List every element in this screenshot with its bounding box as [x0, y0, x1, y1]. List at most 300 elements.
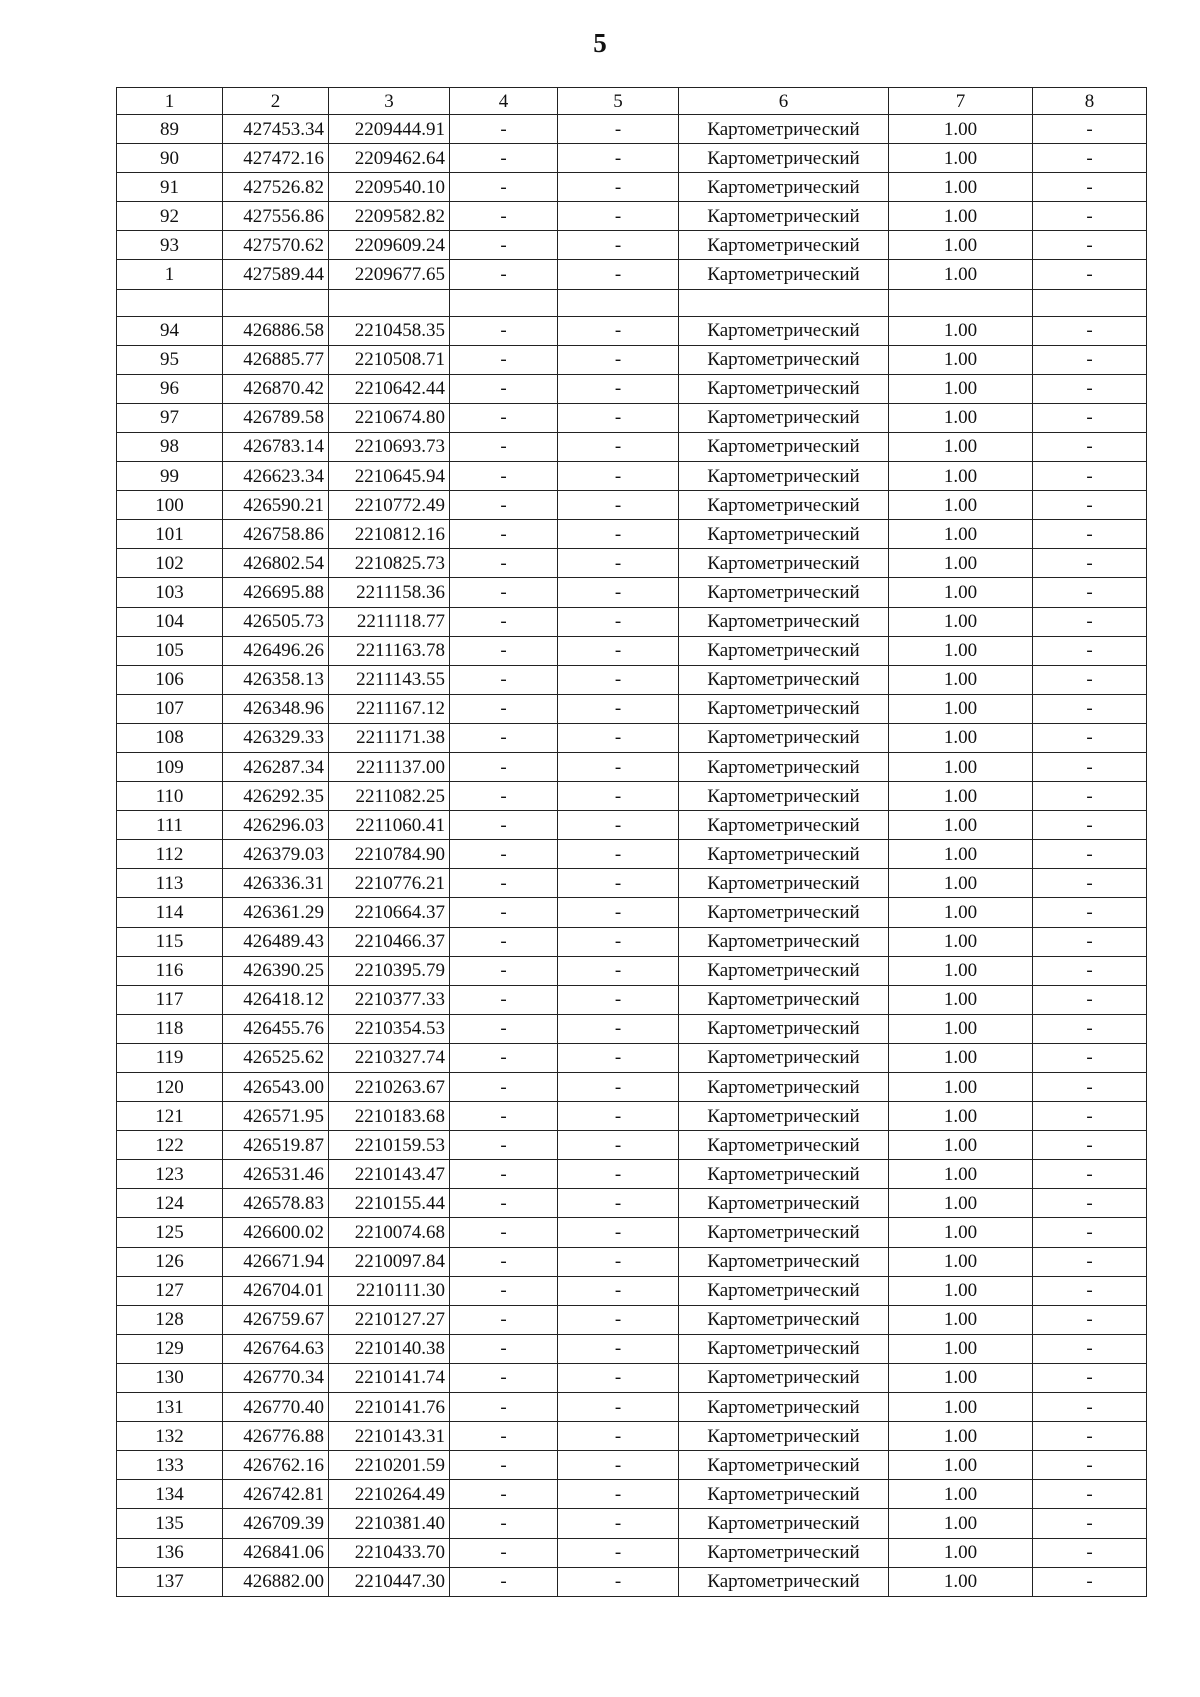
method-cell: Картометрический — [679, 1247, 889, 1276]
column-5-cell: - — [558, 144, 679, 173]
method-cell: Картометрический — [679, 723, 889, 752]
point-number-cell: 98 — [117, 432, 223, 461]
y-coordinate-cell: 2209462.64 — [329, 144, 450, 173]
accuracy-cell: 1.00 — [889, 1014, 1033, 1043]
column-5-cell: - — [558, 1538, 679, 1567]
table-row — [117, 289, 1147, 316]
column-8-cell: - — [1033, 491, 1147, 520]
column-4-cell: - — [450, 115, 558, 144]
method-cell: Картометрический — [679, 811, 889, 840]
column-8-cell: - — [1033, 115, 1147, 144]
y-coordinate-cell: 2210327.74 — [329, 1043, 450, 1072]
table-row — [117, 1160, 1147, 1189]
y-coordinate-cell: 2209540.10 — [329, 173, 450, 202]
column-4-cell: - — [450, 1189, 558, 1218]
column-5-cell: - — [558, 752, 679, 781]
column-4-cell: - — [450, 1073, 558, 1102]
accuracy-cell: 1.00 — [889, 752, 1033, 781]
column-5-cell: - — [558, 956, 679, 985]
method-cell: Картометрический — [679, 1073, 889, 1102]
column-4-cell — [450, 289, 558, 316]
point-number-cell: 130 — [117, 1363, 223, 1392]
y-coordinate-cell: 2211143.55 — [329, 665, 450, 694]
y-coordinate-cell: 2210776.21 — [329, 869, 450, 898]
column-8-cell: - — [1033, 956, 1147, 985]
column-5-cell — [558, 289, 679, 316]
column-8-cell: - — [1033, 1073, 1147, 1102]
y-coordinate-cell: 2210141.74 — [329, 1363, 450, 1392]
column-8-cell: - — [1033, 260, 1147, 289]
point-number-cell: 127 — [117, 1276, 223, 1305]
column-8-cell: - — [1033, 578, 1147, 607]
x-coordinate-cell: 426789.58 — [223, 403, 329, 432]
column-header: 3 — [329, 88, 450, 115]
column-8-cell: - — [1033, 636, 1147, 665]
column-4-cell: - — [450, 1102, 558, 1131]
table-row — [117, 345, 1147, 374]
column-4-cell: - — [450, 1538, 558, 1567]
method-cell: Картометрический — [679, 1509, 889, 1538]
y-coordinate-cell: 2209677.65 — [329, 260, 450, 289]
column-4-cell: - — [450, 1480, 558, 1509]
point-number-cell: 131 — [117, 1393, 223, 1422]
x-coordinate-cell: 426783.14 — [223, 432, 329, 461]
column-8-cell: - — [1033, 898, 1147, 927]
x-coordinate-cell: 426578.83 — [223, 1189, 329, 1218]
accuracy-cell: 1.00 — [889, 202, 1033, 231]
column-5-cell: - — [558, 115, 679, 144]
column-8-cell: - — [1033, 1305, 1147, 1334]
column-4-cell: - — [450, 144, 558, 173]
column-5-cell: - — [558, 491, 679, 520]
method-cell: Картометрический — [679, 144, 889, 173]
column-4-cell: - — [450, 173, 558, 202]
x-coordinate-cell: 427453.34 — [223, 115, 329, 144]
point-number-cell: 129 — [117, 1334, 223, 1363]
column-5-cell: - — [558, 1218, 679, 1247]
accuracy-cell: 1.00 — [889, 403, 1033, 432]
column-8-cell: - — [1033, 723, 1147, 752]
table-header-row — [117, 88, 1147, 115]
column-header: 7 — [889, 88, 1033, 115]
column-5-cell: - — [558, 1043, 679, 1072]
column-8-cell: - — [1033, 316, 1147, 345]
column-4-cell: - — [450, 1014, 558, 1043]
y-coordinate-cell: 2210074.68 — [329, 1218, 450, 1247]
table-row — [117, 374, 1147, 403]
point-number-cell: 101 — [117, 520, 223, 549]
column-8-cell: - — [1033, 202, 1147, 231]
column-8-cell: - — [1033, 1247, 1147, 1276]
x-coordinate-cell: 426287.34 — [223, 752, 329, 781]
column-4-cell: - — [450, 1305, 558, 1334]
y-coordinate-cell: 2211082.25 — [329, 782, 450, 811]
point-number-cell: 95 — [117, 345, 223, 374]
table-row — [117, 694, 1147, 723]
x-coordinate-cell: 426336.31 — [223, 869, 329, 898]
column-5-cell: - — [558, 1014, 679, 1043]
table-row — [117, 782, 1147, 811]
y-coordinate-cell: 2209609.24 — [329, 231, 450, 260]
point-number-cell: 122 — [117, 1131, 223, 1160]
column-8-cell: - — [1033, 694, 1147, 723]
point-number-cell: 105 — [117, 636, 223, 665]
column-4-cell: - — [450, 345, 558, 374]
table-row — [117, 1422, 1147, 1451]
point-number-cell: 91 — [117, 173, 223, 202]
column-4-cell: - — [450, 1393, 558, 1422]
column-8-cell: - — [1033, 144, 1147, 173]
table-row — [117, 202, 1147, 231]
x-coordinate-cell: 426841.06 — [223, 1538, 329, 1567]
accuracy-cell: 1.00 — [889, 1538, 1033, 1567]
x-coordinate-cell: 427589.44 — [223, 260, 329, 289]
table-row — [117, 636, 1147, 665]
y-coordinate-cell: 2210381.40 — [329, 1509, 450, 1538]
y-coordinate-cell: 2211171.38 — [329, 723, 450, 752]
column-4-cell: - — [450, 782, 558, 811]
method-cell: Картометрический — [679, 1160, 889, 1189]
x-coordinate-cell: 426885.77 — [223, 345, 329, 374]
accuracy-cell: 1.00 — [889, 173, 1033, 202]
method-cell: Картометрический — [679, 462, 889, 491]
table-row — [117, 115, 1147, 144]
column-5-cell: - — [558, 1422, 679, 1451]
column-4-cell: - — [450, 403, 558, 432]
column-4-cell: - — [450, 752, 558, 781]
table-row — [117, 173, 1147, 202]
table-row — [117, 316, 1147, 345]
column-8-cell: - — [1033, 927, 1147, 956]
table-row — [117, 1218, 1147, 1247]
column-5-cell: - — [558, 1160, 679, 1189]
column-8-cell: - — [1033, 345, 1147, 374]
column-header: 2 — [223, 88, 329, 115]
column-8-cell: - — [1033, 811, 1147, 840]
column-5-cell: - — [558, 432, 679, 461]
column-5-cell: - — [558, 202, 679, 231]
accuracy-cell: 1.00 — [889, 1102, 1033, 1131]
accuracy-cell: 1.00 — [889, 869, 1033, 898]
x-coordinate-cell — [223, 289, 329, 316]
accuracy-cell: 1.00 — [889, 811, 1033, 840]
x-coordinate-cell: 426329.33 — [223, 723, 329, 752]
x-coordinate-cell: 426496.26 — [223, 636, 329, 665]
accuracy-cell: 1.00 — [889, 1393, 1033, 1422]
x-coordinate-cell: 426695.88 — [223, 578, 329, 607]
method-cell: Картометрический — [679, 316, 889, 345]
accuracy-cell: 1.00 — [889, 607, 1033, 636]
accuracy-cell: 1.00 — [889, 1422, 1033, 1451]
column-8-cell: - — [1033, 840, 1147, 869]
y-coordinate-cell: 2210097.84 — [329, 1247, 450, 1276]
column-8-cell: - — [1033, 1567, 1147, 1596]
column-8-cell: - — [1033, 1451, 1147, 1480]
point-number-cell: 108 — [117, 723, 223, 752]
column-4-cell: - — [450, 985, 558, 1014]
y-coordinate-cell: 2210395.79 — [329, 956, 450, 985]
accuracy-cell: 1.00 — [889, 1247, 1033, 1276]
x-coordinate-cell: 426704.01 — [223, 1276, 329, 1305]
table-row — [117, 432, 1147, 461]
method-cell: Картометрический — [679, 607, 889, 636]
column-4-cell: - — [450, 723, 558, 752]
column-8-cell: - — [1033, 1334, 1147, 1363]
x-coordinate-cell: 427570.62 — [223, 231, 329, 260]
column-5-cell: - — [558, 345, 679, 374]
x-coordinate-cell: 426390.25 — [223, 956, 329, 985]
column-8-cell: - — [1033, 985, 1147, 1014]
y-coordinate-cell: 2211167.12 — [329, 694, 450, 723]
column-8-cell: - — [1033, 462, 1147, 491]
x-coordinate-cell: 426525.62 — [223, 1043, 329, 1072]
x-coordinate-cell: 426296.03 — [223, 811, 329, 840]
column-8-cell: - — [1033, 752, 1147, 781]
accuracy-cell: 1.00 — [889, 374, 1033, 403]
accuracy-cell: 1.00 — [889, 1334, 1033, 1363]
column-header: 4 — [450, 88, 558, 115]
column-8-cell: - — [1033, 1131, 1147, 1160]
column-5-cell: - — [558, 578, 679, 607]
accuracy-cell: 1.00 — [889, 231, 1033, 260]
table-row — [117, 1363, 1147, 1392]
point-number-cell: 103 — [117, 578, 223, 607]
y-coordinate-cell: 2210201.59 — [329, 1451, 450, 1480]
x-coordinate-cell: 426348.96 — [223, 694, 329, 723]
y-coordinate-cell: 2210143.47 — [329, 1160, 450, 1189]
column-header: 1 — [117, 88, 223, 115]
table-row — [117, 927, 1147, 956]
y-coordinate-cell: 2210458.35 — [329, 316, 450, 345]
table-row — [117, 144, 1147, 173]
column-8-cell: - — [1033, 520, 1147, 549]
y-coordinate-cell: 2211060.41 — [329, 811, 450, 840]
accuracy-cell: 1.00 — [889, 1073, 1033, 1102]
point-number-cell: 89 — [117, 115, 223, 144]
point-number-cell: 116 — [117, 956, 223, 985]
x-coordinate-cell: 426886.58 — [223, 316, 329, 345]
x-coordinate-cell: 426764.63 — [223, 1334, 329, 1363]
column-5-cell: - — [558, 374, 679, 403]
column-5-cell: - — [558, 723, 679, 752]
column-8-cell — [1033, 289, 1147, 316]
accuracy-cell: 1.00 — [889, 694, 1033, 723]
column-4-cell: - — [450, 665, 558, 694]
point-number-cell: 126 — [117, 1247, 223, 1276]
column-4-cell: - — [450, 1567, 558, 1596]
method-cell: Картометрический — [679, 1451, 889, 1480]
method-cell: Картометрический — [679, 840, 889, 869]
method-cell: Картометрический — [679, 1189, 889, 1218]
accuracy-cell: 1.00 — [889, 1276, 1033, 1305]
column-5-cell: - — [558, 1334, 679, 1363]
column-4-cell: - — [450, 1509, 558, 1538]
y-coordinate-cell: 2210377.33 — [329, 985, 450, 1014]
method-cell: Картометрический — [679, 665, 889, 694]
accuracy-cell: 1.00 — [889, 840, 1033, 869]
column-8-cell: - — [1033, 403, 1147, 432]
y-coordinate-cell: 2210354.53 — [329, 1014, 450, 1043]
point-number-cell: 112 — [117, 840, 223, 869]
column-8-cell: - — [1033, 1043, 1147, 1072]
column-8-cell: - — [1033, 1422, 1147, 1451]
x-coordinate-cell: 426770.40 — [223, 1393, 329, 1422]
table-row — [117, 1538, 1147, 1567]
point-number-cell: 119 — [117, 1043, 223, 1072]
method-cell: Картометрический — [679, 1014, 889, 1043]
accuracy-cell: 1.00 — [889, 927, 1033, 956]
point-number-cell: 137 — [117, 1567, 223, 1596]
method-cell: Картометрический — [679, 1567, 889, 1596]
column-5-cell: - — [558, 1451, 679, 1480]
column-8-cell: - — [1033, 1480, 1147, 1509]
accuracy-cell: 1.00 — [889, 1305, 1033, 1334]
method-cell: Картометрический — [679, 694, 889, 723]
x-coordinate-cell: 426870.42 — [223, 374, 329, 403]
column-5-cell: - — [558, 1509, 679, 1538]
method-cell: Картометрический — [679, 1218, 889, 1247]
x-coordinate-cell: 427526.82 — [223, 173, 329, 202]
x-coordinate-cell: 426758.86 — [223, 520, 329, 549]
column-8-cell: - — [1033, 1014, 1147, 1043]
y-coordinate-cell: 2210674.80 — [329, 403, 450, 432]
x-coordinate-cell: 426489.43 — [223, 927, 329, 956]
table-row — [117, 462, 1147, 491]
y-coordinate-cell: 2210143.31 — [329, 1422, 450, 1451]
x-coordinate-cell: 426543.00 — [223, 1073, 329, 1102]
table-row — [117, 1480, 1147, 1509]
method-cell: Картометрический — [679, 1334, 889, 1363]
x-coordinate-cell: 426379.03 — [223, 840, 329, 869]
column-5-cell: - — [558, 1102, 679, 1131]
column-5-cell: - — [558, 636, 679, 665]
table-row — [117, 811, 1147, 840]
accuracy-cell: 1.00 — [889, 1451, 1033, 1480]
method-cell: Картометрический — [679, 1393, 889, 1422]
method-cell: Картометрический — [679, 752, 889, 781]
column-4-cell: - — [450, 927, 558, 956]
method-cell: Картометрический — [679, 985, 889, 1014]
table-row — [117, 869, 1147, 898]
method-cell: Картометрический — [679, 1131, 889, 1160]
column-5-cell: - — [558, 694, 679, 723]
method-cell: Картометрический — [679, 549, 889, 578]
table-row — [117, 1043, 1147, 1072]
column-4-cell: - — [450, 694, 558, 723]
x-coordinate-cell: 427472.16 — [223, 144, 329, 173]
table-row — [117, 985, 1147, 1014]
column-4-cell: - — [450, 1422, 558, 1451]
column-5-cell: - — [558, 549, 679, 578]
column-8-cell: - — [1033, 869, 1147, 898]
column-8-cell: - — [1033, 1538, 1147, 1567]
table-row — [117, 1131, 1147, 1160]
column-8-cell: - — [1033, 1102, 1147, 1131]
column-5-cell: - — [558, 1073, 679, 1102]
y-coordinate-cell: 2210664.37 — [329, 898, 450, 927]
x-coordinate-cell: 426505.73 — [223, 607, 329, 636]
x-coordinate-cell: 426571.95 — [223, 1102, 329, 1131]
y-coordinate-cell: 2210155.44 — [329, 1189, 450, 1218]
table-row — [117, 1509, 1147, 1538]
column-8-cell: - — [1033, 1189, 1147, 1218]
method-cell: Картометрический — [679, 1538, 889, 1567]
column-8-cell: - — [1033, 1393, 1147, 1422]
coordinates-table — [116, 87, 1147, 1597]
point-number-cell: 118 — [117, 1014, 223, 1043]
column-5-cell: - — [558, 403, 679, 432]
page-number: 5 — [593, 28, 607, 58]
table-row — [117, 1567, 1147, 1596]
point-number-cell: 94 — [117, 316, 223, 345]
column-4-cell: - — [450, 578, 558, 607]
column-4-cell: - — [450, 316, 558, 345]
accuracy-cell: 1.00 — [889, 1160, 1033, 1189]
accuracy-cell: 1.00 — [889, 462, 1033, 491]
y-coordinate-cell: 2211137.00 — [329, 752, 450, 781]
column-5-cell: - — [558, 316, 679, 345]
column-4-cell: - — [450, 869, 558, 898]
method-cell: Картометрический — [679, 1480, 889, 1509]
y-coordinate-cell: 2211118.77 — [329, 607, 450, 636]
x-coordinate-cell: 426742.81 — [223, 1480, 329, 1509]
y-coordinate-cell: 2210466.37 — [329, 927, 450, 956]
method-cell: Картометрический — [679, 173, 889, 202]
table-row — [117, 723, 1147, 752]
point-number-cell: 124 — [117, 1189, 223, 1218]
column-4-cell: - — [450, 1247, 558, 1276]
accuracy-cell: 1.00 — [889, 782, 1033, 811]
y-coordinate-cell: 2210812.16 — [329, 520, 450, 549]
method-cell: Картометрический — [679, 115, 889, 144]
point-number-cell: 106 — [117, 665, 223, 694]
column-4-cell: - — [450, 520, 558, 549]
accuracy-cell: 1.00 — [889, 1363, 1033, 1392]
y-coordinate-cell: 2210784.90 — [329, 840, 450, 869]
table-row — [117, 1247, 1147, 1276]
point-number-cell — [117, 289, 223, 316]
accuracy-cell: 1.00 — [889, 636, 1033, 665]
accuracy-cell: 1.00 — [889, 345, 1033, 374]
accuracy-cell: 1.00 — [889, 144, 1033, 173]
column-5-cell: - — [558, 1131, 679, 1160]
column-4-cell: - — [450, 811, 558, 840]
table-row — [117, 665, 1147, 694]
column-8-cell: - — [1033, 665, 1147, 694]
column-5-cell: - — [558, 1567, 679, 1596]
y-coordinate-cell: 2209444.91 — [329, 115, 450, 144]
method-cell: Картометрический — [679, 374, 889, 403]
table-row — [117, 898, 1147, 927]
accuracy-cell: 1.00 — [889, 956, 1033, 985]
column-5-cell: - — [558, 898, 679, 927]
point-number-cell: 107 — [117, 694, 223, 723]
x-coordinate-cell: 426759.67 — [223, 1305, 329, 1334]
y-coordinate-cell: 2210159.53 — [329, 1131, 450, 1160]
column-4-cell: - — [450, 374, 558, 403]
point-number-cell: 128 — [117, 1305, 223, 1334]
point-number-cell: 96 — [117, 374, 223, 403]
point-number-cell: 1 — [117, 260, 223, 289]
column-4-cell: - — [450, 491, 558, 520]
table-row — [117, 491, 1147, 520]
table-row — [117, 1334, 1147, 1363]
point-number-cell: 115 — [117, 927, 223, 956]
accuracy-cell: 1.00 — [889, 1567, 1033, 1596]
column-4-cell: - — [450, 1334, 558, 1363]
table-row — [117, 1073, 1147, 1102]
column-4-cell: - — [450, 636, 558, 665]
